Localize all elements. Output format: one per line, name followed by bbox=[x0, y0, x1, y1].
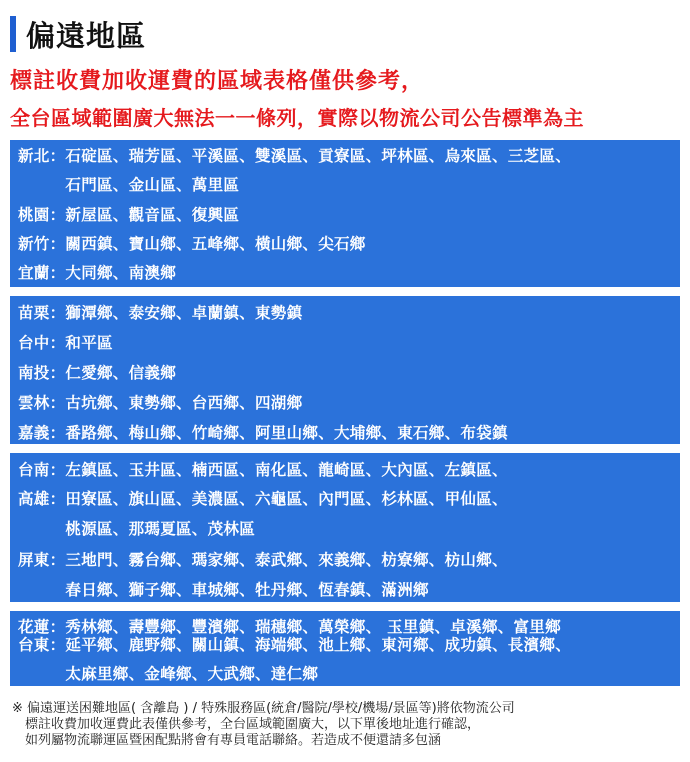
region-row: 高雄：田寮區、旗山區、美濃區、六龜區、內門區、杉林區、甲仙區、 bbox=[18, 490, 508, 508]
region-row: 屏東：三地門、霧台鄉、瑪家鄉、泰武鄉、來義鄉、枋寮鄉、枋山鄉、 bbox=[18, 551, 508, 569]
notice-line-1: 標註收費加收運費的區域表格僅供參考， bbox=[10, 69, 425, 94]
region-row: 新北：石碇區、瑞芳區、平溪區、雙溪區、貢寮區、坪林區、烏來區、三芝區、 bbox=[18, 147, 572, 165]
region-row: 苗栗：獅潭鄉、泰安鄉、卓蘭鎮、東勢鎮 bbox=[18, 304, 303, 322]
footnote-line: 如列屬物流聯運區暨困配點將會有專員電話聯絡。若造成不便還請多包涵 bbox=[12, 733, 442, 748]
region-row: 宜蘭：大同鄉、南澳鄉 bbox=[18, 264, 177, 282]
region-row: 石門區、金山區、萬里區 bbox=[18, 176, 240, 194]
footnote-line: 標註收費加收運費此表僅供參考，全台區域範圍廣大，以下單後地址進行確認， bbox=[12, 717, 481, 732]
region-block-south bbox=[10, 453, 680, 602]
region-row: 雲林：古坑鄉、東勢鄉、台西鄉、四湖鄉 bbox=[18, 394, 303, 412]
page-title: 偏遠地區 bbox=[26, 18, 147, 53]
title-accent-bar bbox=[10, 16, 16, 52]
region-row: 花蓮：秀林鄉、壽豐鄉、豐濱鄉、瑞穗鄉、萬榮鄉、 玉里鎮、卓溪鄉、富里鄉 bbox=[18, 618, 561, 636]
region-row: 台東：延平鄉、鹿野鄉、關山鎮、海端鄉、池上鄉、東河鄉、成功鎮、長濱鄉、 bbox=[18, 636, 572, 654]
region-block-east bbox=[10, 611, 680, 686]
footnote-line: ※ 偏遠運送困難地區( 含離島 ) / 特殊服務區(統倉/醫院/學校/機場/景區等)將依物流公司 bbox=[12, 701, 515, 716]
notice-line-2: 全台區域範圍廣大無法一一條列，實際以物流公司公告標準為主 bbox=[10, 106, 584, 130]
region-row: 太麻里鄉、金峰鄉、大武鄉、達仁鄉 bbox=[18, 665, 319, 683]
region-row: 桃源區、那瑪夏區、茂林區 bbox=[18, 520, 256, 538]
region-row: 台南：左鎮區、玉井區、楠西區、南化區、龍崎區、大內區、左鎮區、 bbox=[18, 461, 508, 479]
region-row: 桃園：新屋區、觀音區、復興區 bbox=[18, 206, 240, 224]
region-row: 新竹：關西鎮、寶山鄉、五峰鄉、橫山鄉、尖石鄉 bbox=[18, 235, 366, 253]
region-row: 南投：仁愛鄉、信義鄉 bbox=[18, 364, 177, 382]
page-header bbox=[10, 14, 146, 54]
region-row: 嘉義：番路鄉、梅山鄉、竹崎鄉、阿里山鄉、大埔鄉、東石鄉、布袋鎮 bbox=[18, 424, 508, 442]
region-block-central bbox=[10, 296, 680, 444]
region-row: 春日鄉、獅子鄉、車城鄉、牡丹鄉、恆春鎮、滿洲鄉 bbox=[18, 581, 429, 599]
region-row: 台中：和平區 bbox=[18, 334, 113, 352]
region-block-north bbox=[10, 140, 680, 287]
